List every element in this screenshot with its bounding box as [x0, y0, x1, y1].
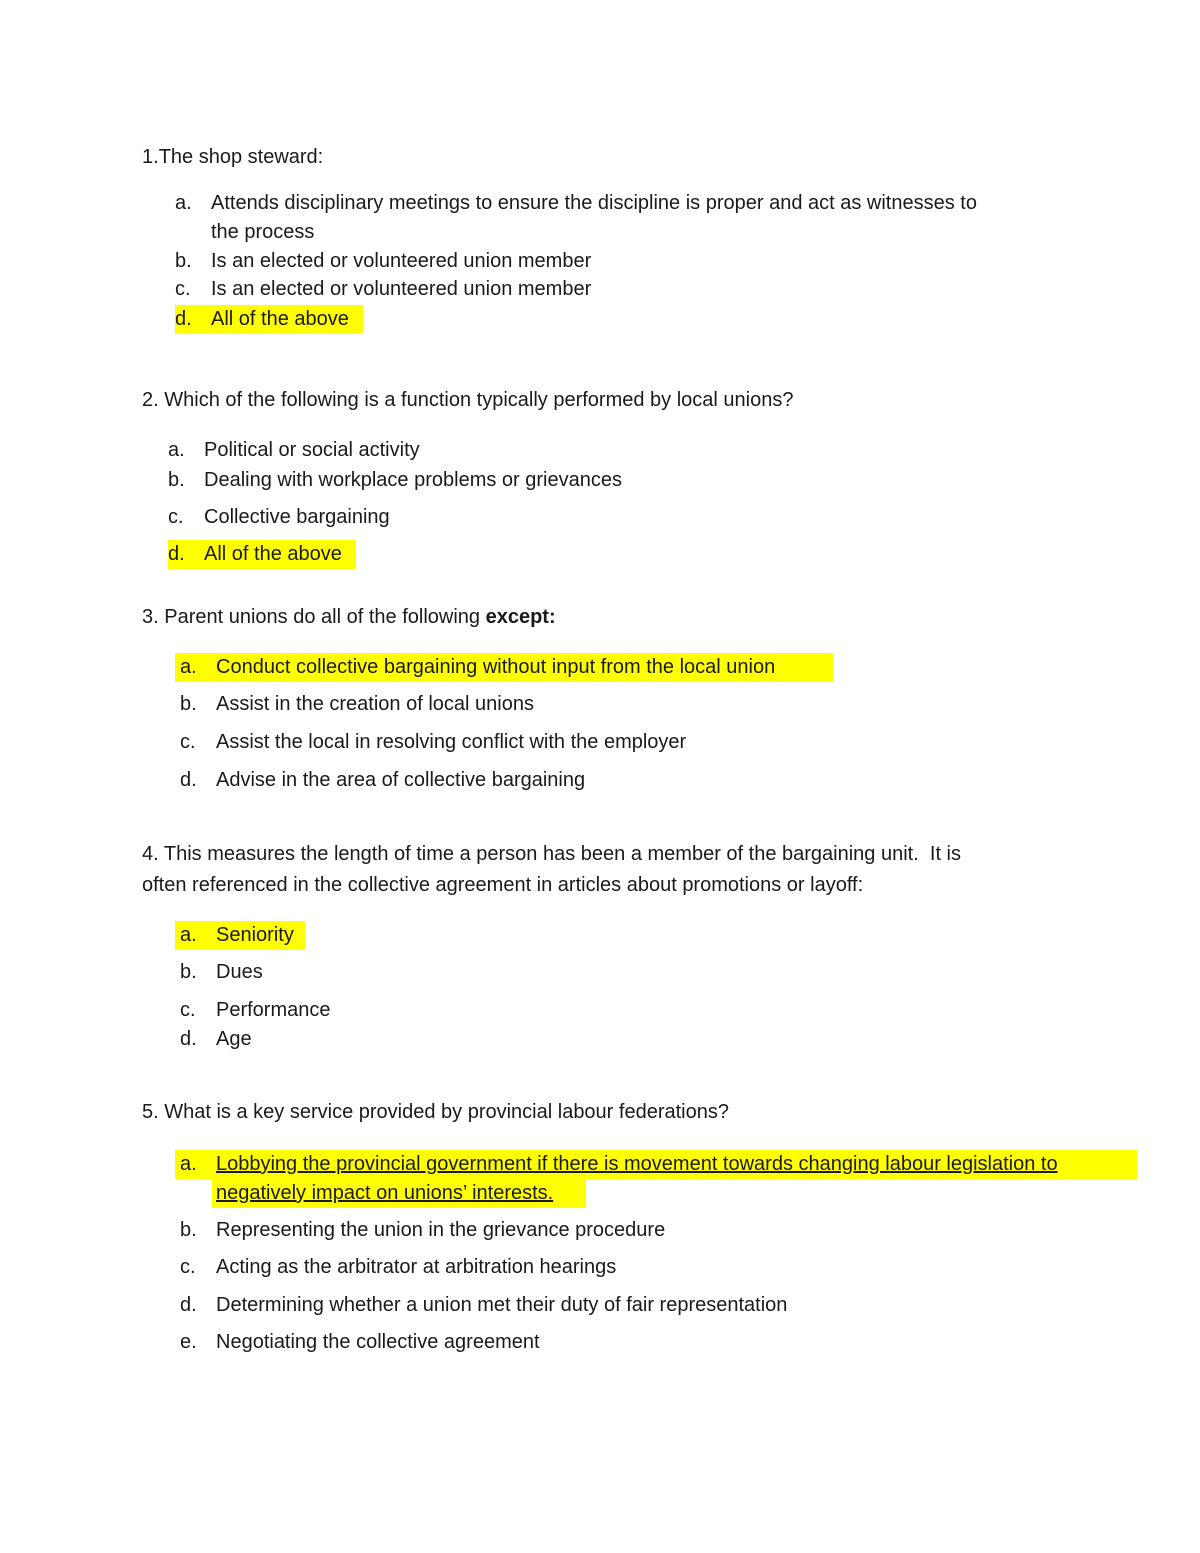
option-text: Performance	[216, 999, 331, 1021]
question-number: 2.	[142, 389, 159, 411]
question-5	[142, 1097, 729, 1128]
option-letter: b.	[180, 693, 197, 715]
option-text-line2: the process	[211, 221, 315, 243]
option-letter: c.	[168, 506, 184, 528]
option-text: All of the above	[204, 543, 342, 565]
question-stem-line1: This measures the length of time a person has been a member of the bargaining unit. It is	[163, 843, 961, 865]
option-letter: b.	[180, 1219, 197, 1241]
question-number: 5.	[142, 1101, 159, 1123]
option-text: All of the above	[211, 308, 349, 330]
option-text: Seniority	[216, 924, 294, 946]
option-letter: d.	[180, 1028, 197, 1050]
option-letter: b.	[168, 469, 185, 491]
option-letter: c.	[175, 278, 191, 300]
question-stem: The shop steward:	[158, 146, 324, 168]
option-text-line1: Attends disciplinary meetings to ensure the discipline is proper and act as witnesses to	[211, 192, 977, 214]
question-stem: What is a key service provided by provincial labour federations?	[164, 1101, 729, 1123]
option-letter: c.	[180, 1256, 196, 1278]
question-number: 3.	[142, 606, 159, 628]
question-number: 1.	[142, 146, 159, 168]
option-text: Dues	[216, 961, 263, 983]
question-stem: Parent unions do all of the following	[164, 606, 481, 628]
question-2	[142, 385, 793, 416]
option-letter: c.	[180, 999, 196, 1021]
question-1	[142, 142, 323, 173]
question-number: 4.	[142, 843, 159, 865]
option-text: Assist the local in resolving conflict with the employer	[216, 731, 687, 753]
option-letter: a.	[175, 192, 192, 214]
option-text-line1: Lobbying the provincial government if there is movement towards changing labour legislation to	[216, 1153, 1058, 1175]
option-text: Representing the union in the grievance procedure	[216, 1219, 666, 1241]
option-letter: d.	[175, 308, 192, 330]
option-text: Negotiating the collective agreement	[216, 1331, 540, 1353]
option-text: Advise in the area of collective bargaining	[216, 769, 586, 791]
option-letter: b.	[180, 961, 197, 983]
option-text: Assist in the creation of local unions	[216, 693, 534, 715]
option-letter: e.	[180, 1331, 197, 1353]
option-text: Political or social activity	[204, 439, 420, 461]
question-stem-emphasis: except:	[485, 606, 556, 628]
option-letter: d.	[180, 1294, 197, 1316]
option-letter: a.	[180, 1153, 197, 1175]
option-text: Acting as the arbitrator at arbitration hearings	[216, 1256, 617, 1278]
option-letter: b.	[175, 250, 192, 272]
option-letter: a.	[168, 439, 185, 461]
question-stem: Which of the following is a function typically performed by local unions?	[164, 389, 794, 411]
option-letter: a.	[180, 924, 197, 946]
option-text: Is an elected or volunteered union member	[211, 250, 592, 272]
option-text: Age	[216, 1028, 252, 1050]
option-text: Is an elected or volunteered union member	[211, 278, 592, 300]
option-letter: d.	[168, 543, 185, 565]
option-letter: a.	[180, 656, 197, 678]
question-4	[142, 839, 961, 870]
option-text: Conduct collective bargaining without input from the local union	[216, 656, 776, 678]
question-stem-line2: often referenced in the collective agreement in articles about promotions or layoff:	[142, 874, 864, 896]
option-text-line2: negatively impact on unions’ interests.	[216, 1182, 554, 1204]
option-letter: d.	[180, 769, 197, 791]
question-3	[142, 602, 556, 633]
option-text: Dealing with workplace problems or grievances	[204, 469, 622, 491]
option-text: Collective bargaining	[204, 506, 390, 528]
question-4-line2	[142, 870, 863, 901]
option-text: Determining whether a union met their duty of fair representation	[216, 1294, 788, 1316]
option-letter: c.	[180, 731, 196, 753]
